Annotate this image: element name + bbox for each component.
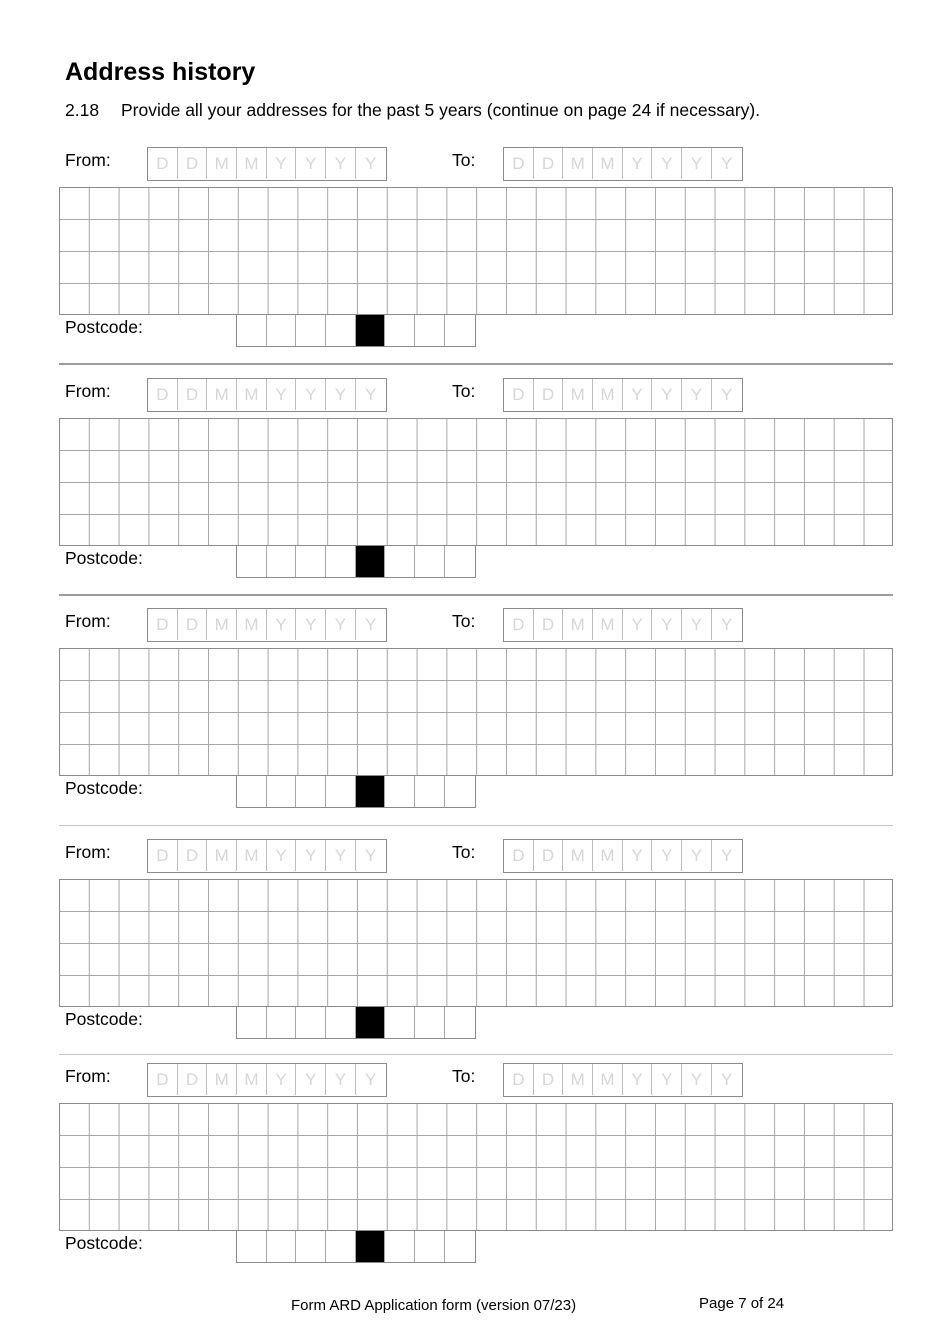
section-divider	[59, 825, 893, 826]
postcode-char-box	[326, 1007, 356, 1038]
postcode-char-box	[267, 1231, 297, 1262]
to-date-digit: Y	[623, 840, 653, 871]
postcode-char-box	[296, 1231, 326, 1262]
to-date-digit: M	[563, 148, 593, 179]
from-date-digit: Y	[326, 379, 356, 410]
to-date-digit: Y	[682, 609, 712, 640]
postcode-char-box	[237, 1007, 267, 1038]
postcode-char-box	[415, 546, 445, 577]
to-date-digit: Y	[720, 384, 733, 404]
from-date-digit: Y	[296, 148, 326, 179]
postcode-char-box	[326, 1231, 356, 1262]
postcode-input[interactable]	[236, 775, 476, 808]
postcode-char-box	[296, 546, 326, 577]
to-date-input[interactable]	[503, 378, 743, 412]
address-entry	[0, 145, 950, 375]
postcode-char-box	[237, 1231, 267, 1262]
to-date-digit: Y	[720, 845, 733, 865]
from-date-digit: D	[148, 148, 178, 179]
footer-form-name: Form ARD Application form (version 07/23)	[291, 1297, 577, 1314]
to-label: To:	[452, 842, 476, 862]
to-date-digit: D	[504, 840, 534, 871]
postcode-label: Postcode:	[65, 548, 143, 568]
postcode-char-box	[326, 315, 356, 346]
from-label: From:	[65, 381, 111, 401]
to-date-digit: Y	[720, 1069, 733, 1089]
to-date-digit: Y	[720, 153, 733, 173]
to-date-digit: Y	[682, 1064, 712, 1095]
postcode-char-box	[385, 776, 415, 807]
from-date-digit: Y	[364, 384, 377, 404]
section-divider	[59, 1054, 893, 1055]
question-text: Provide all your addresses for the past 5 years (continue on page 24 if necessary).	[121, 100, 761, 120]
postcode-char-box	[296, 315, 326, 346]
postcode-input[interactable]	[236, 314, 476, 347]
from-date-digit: M	[237, 379, 267, 410]
from-date-digit: D	[178, 1064, 208, 1095]
address-character-grid[interactable]	[59, 418, 893, 546]
postcode-label: Postcode:	[65, 1009, 143, 1029]
from-label: From:	[65, 1066, 111, 1086]
postcode-char-box	[385, 1007, 415, 1038]
page-title: Address history	[65, 58, 256, 86]
postcode-separator	[356, 546, 386, 577]
to-date-input[interactable]	[503, 839, 743, 873]
from-date-digit: Y	[364, 845, 377, 865]
address-character-grid[interactable]	[59, 879, 893, 1007]
to-date-digit: D	[534, 1064, 564, 1095]
from-date-digit: D	[148, 609, 178, 640]
to-date-digit: Y	[682, 379, 712, 410]
from-date-digit: Y	[296, 379, 326, 410]
to-label: To:	[452, 150, 476, 170]
from-date-digit: Y	[267, 1064, 297, 1095]
postcode-char-box	[267, 776, 297, 807]
postcode-char-box	[385, 1231, 415, 1262]
to-date-digit: Y	[652, 1064, 682, 1095]
postcode-char-box	[445, 546, 475, 577]
from-label: From:	[65, 842, 111, 862]
to-date-digit: M	[593, 1064, 623, 1095]
postcode-label: Postcode:	[65, 778, 143, 798]
postcode-separator	[356, 1007, 386, 1038]
from-date-digit: D	[178, 840, 208, 871]
to-date-digit: D	[504, 609, 534, 640]
to-label: To:	[452, 611, 476, 631]
to-date-digit: Y	[682, 840, 712, 871]
from-date-digit: Y	[326, 1064, 356, 1095]
to-date-digit: D	[504, 1064, 534, 1095]
postcode-char-box	[237, 315, 267, 346]
to-date-digit: M	[563, 1064, 593, 1095]
from-date-digit: Y	[267, 148, 297, 179]
from-date-digit: D	[148, 840, 178, 871]
address-character-grid[interactable]	[59, 187, 893, 315]
address-entry	[0, 837, 950, 1067]
from-date-digit: M	[207, 1064, 237, 1095]
from-date-digit: Y	[326, 840, 356, 871]
to-date-digit: D	[504, 379, 534, 410]
from-date-digit: M	[237, 1064, 267, 1095]
from-label: From:	[65, 150, 111, 170]
from-date-digit: M	[207, 609, 237, 640]
to-date-input[interactable]	[503, 1063, 743, 1097]
from-date-digit: Y	[267, 840, 297, 871]
postcode-char-box	[445, 1231, 475, 1262]
to-date-digit: Y	[652, 148, 682, 179]
to-date-digit: M	[563, 379, 593, 410]
postcode-char-box	[415, 1007, 445, 1038]
to-date-digit: Y	[652, 379, 682, 410]
postcode-separator	[356, 1231, 386, 1262]
question-number: 2.18	[65, 100, 100, 120]
postcode-separator	[356, 776, 386, 807]
to-date-digit: M	[593, 840, 623, 871]
from-date-digit: M	[207, 379, 237, 410]
postcode-separator	[356, 315, 386, 346]
postcode-char-box	[296, 1007, 326, 1038]
to-date-digit: Y	[682, 148, 712, 179]
from-date-digit: Y	[326, 148, 356, 179]
from-date-digit: Y	[296, 1064, 326, 1095]
from-date-digit: D	[148, 1064, 178, 1095]
address-character-grid[interactable]	[59, 648, 893, 776]
postcode-char-box	[326, 776, 356, 807]
to-date-digit: M	[563, 609, 593, 640]
from-date-digit: Y	[296, 609, 326, 640]
to-date-digit: M	[563, 840, 593, 871]
postcode-char-box	[445, 315, 475, 346]
to-date-digit: D	[534, 840, 564, 871]
postcode-char-box	[385, 546, 415, 577]
to-date-digit: D	[534, 379, 564, 410]
from-date-digit: Y	[364, 614, 377, 634]
to-date-digit: Y	[623, 1064, 653, 1095]
to-date-input[interactable]	[503, 147, 743, 181]
question-2-18	[65, 100, 760, 121]
postcode-char-box	[415, 315, 445, 346]
postcode-char-box	[385, 315, 415, 346]
from-date-input[interactable]	[147, 608, 387, 642]
from-date-digit: D	[178, 148, 208, 179]
from-date-digit: M	[237, 840, 267, 871]
address-entry	[0, 606, 950, 836]
postcode-char-box	[237, 776, 267, 807]
from-date-digit: D	[178, 379, 208, 410]
to-date-digit: Y	[623, 609, 653, 640]
from-date-digit: Y	[267, 609, 297, 640]
from-date-digit: M	[237, 609, 267, 640]
from-date-digit: Y	[364, 153, 377, 173]
postcode-char-box	[237, 546, 267, 577]
to-date-digit: M	[593, 609, 623, 640]
to-date-input[interactable]	[503, 608, 743, 642]
to-label: To:	[452, 1066, 476, 1086]
to-date-digit: Y	[720, 614, 733, 634]
section-divider	[59, 363, 893, 365]
postcode-label: Postcode:	[65, 317, 143, 337]
postcode-char-box	[326, 546, 356, 577]
footer-page-number: Page 7 of 24	[699, 1295, 785, 1312]
postcode-char-box	[267, 1007, 297, 1038]
from-date-input[interactable]	[147, 1063, 387, 1097]
to-date-digit: Y	[623, 148, 653, 179]
from-date-digit: M	[207, 148, 237, 179]
to-date-digit: D	[504, 148, 534, 179]
to-date-digit: M	[593, 379, 623, 410]
address-character-grid[interactable]	[59, 1103, 893, 1231]
postcode-label: Postcode:	[65, 1233, 143, 1253]
from-label: From:	[65, 611, 111, 631]
from-date-digit: M	[237, 148, 267, 179]
to-date-digit: Y	[623, 379, 653, 410]
postcode-char-box	[445, 776, 475, 807]
postcode-char-box	[415, 1231, 445, 1262]
from-date-input[interactable]	[147, 147, 387, 181]
address-entry	[0, 1061, 950, 1291]
postcode-input[interactable]	[236, 545, 476, 578]
postcode-char-box	[267, 315, 297, 346]
postcode-char-box	[296, 776, 326, 807]
to-label: To:	[452, 381, 476, 401]
to-date-digit: D	[534, 609, 564, 640]
to-date-digit: M	[593, 148, 623, 179]
from-date-digit: M	[207, 840, 237, 871]
to-date-digit: Y	[652, 609, 682, 640]
postcode-char-box	[267, 546, 297, 577]
from-date-digit: Y	[326, 609, 356, 640]
to-date-digit: Y	[652, 840, 682, 871]
section-divider	[59, 594, 893, 596]
from-date-digit: Y	[296, 840, 326, 871]
address-entry	[0, 376, 950, 606]
postcode-input[interactable]	[236, 1230, 476, 1263]
from-date-digit: D	[148, 379, 178, 410]
from-date-digit: D	[178, 609, 208, 640]
postcode-char-box	[415, 776, 445, 807]
from-date-input[interactable]	[147, 839, 387, 873]
from-date-digit: Y	[364, 1069, 377, 1089]
to-date-digit: D	[534, 148, 564, 179]
from-date-digit: Y	[267, 379, 297, 410]
postcode-input[interactable]	[236, 1006, 476, 1039]
postcode-char-box	[445, 1007, 475, 1038]
from-date-input[interactable]	[147, 378, 387, 412]
